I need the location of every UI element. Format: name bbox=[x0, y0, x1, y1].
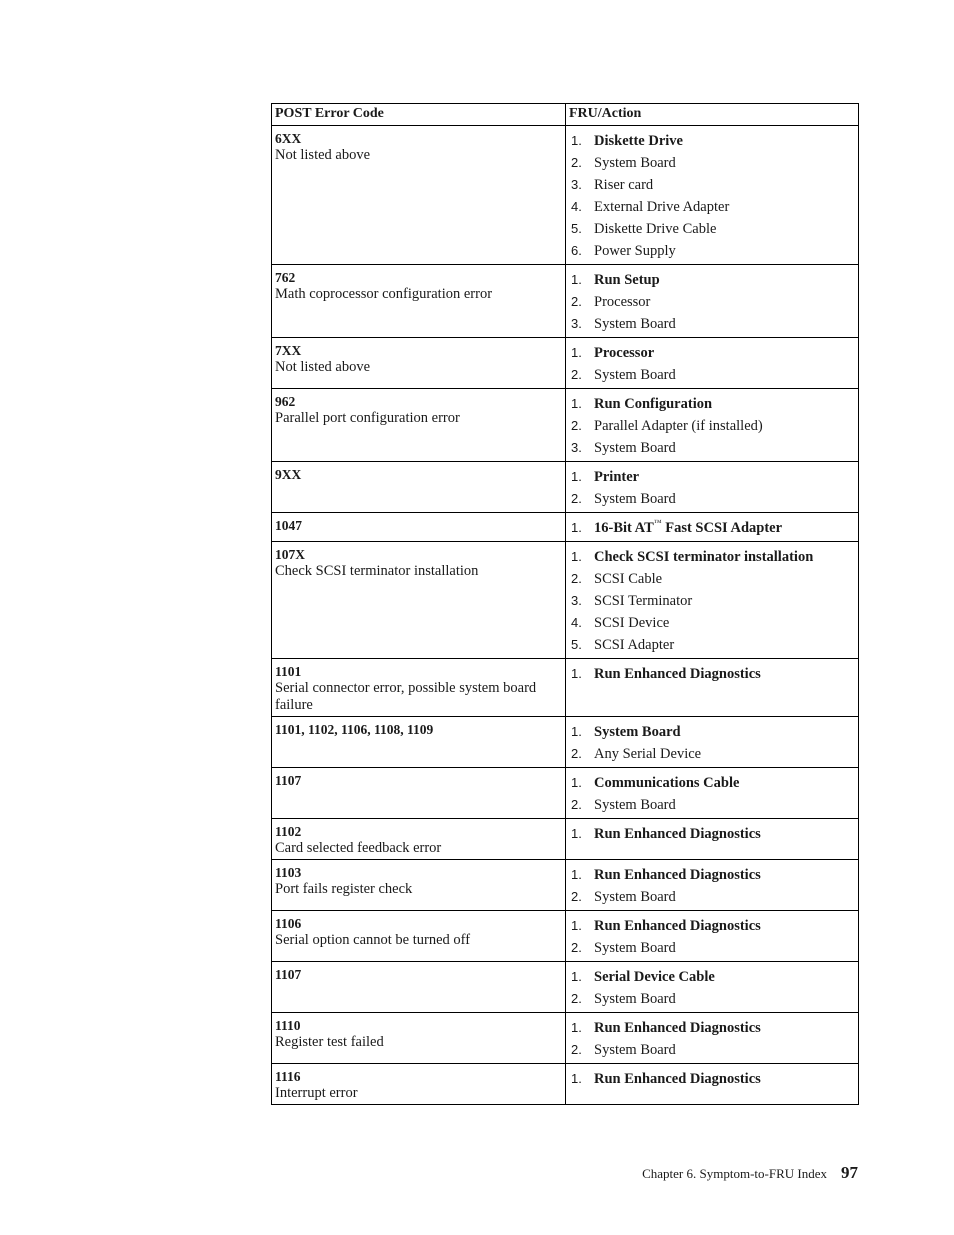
list-item-number: 2. bbox=[571, 889, 582, 904]
list-item bbox=[569, 342, 855, 364]
list-item bbox=[569, 174, 855, 196]
error-code-cell bbox=[272, 717, 566, 768]
list-item-text: Power Supply bbox=[594, 243, 676, 259]
list-item-text: Run Enhanced Diagnostics bbox=[594, 1071, 761, 1087]
list-item-number: 3. bbox=[571, 177, 582, 192]
list-item bbox=[569, 568, 855, 590]
list-item-number: 1. bbox=[571, 724, 582, 739]
list-item-text: Diskette Drive Cable bbox=[594, 221, 717, 237]
list-item-text: System Board bbox=[594, 491, 676, 507]
list-item-number: 2. bbox=[571, 491, 582, 506]
list-item bbox=[569, 218, 855, 240]
error-code: 1101 bbox=[275, 664, 302, 679]
list-item-number: 1. bbox=[571, 549, 582, 564]
list-item-number: 1. bbox=[571, 1020, 582, 1035]
column-header-fru-action: FRU/Action bbox=[566, 104, 859, 126]
list-item-number: 2. bbox=[571, 367, 582, 382]
error-code: 1103 bbox=[275, 865, 302, 880]
error-description: Interrupt error bbox=[275, 1085, 358, 1101]
page-number: 97 bbox=[841, 1163, 858, 1182]
fru-action-list bbox=[569, 966, 855, 1010]
error-code-cell bbox=[272, 659, 566, 717]
fru-action-list bbox=[569, 1068, 855, 1090]
fru-action-list bbox=[569, 546, 855, 656]
error-code: 1110 bbox=[275, 1018, 301, 1033]
fru-action-list bbox=[569, 721, 855, 765]
list-item-number: 2. bbox=[571, 418, 582, 433]
fru-action-cell bbox=[566, 717, 859, 768]
list-item bbox=[569, 488, 855, 510]
table-row bbox=[272, 1013, 859, 1064]
list-item-text: System Board bbox=[594, 940, 676, 956]
column-header-post-error-code: POST Error Code bbox=[272, 104, 566, 126]
fru-action-cell bbox=[566, 768, 859, 819]
list-item-text: SCSI Adapter bbox=[594, 637, 675, 653]
list-item-text: System Board bbox=[594, 440, 676, 456]
error-code: 1101, 1102, 1106, 1108, 1109 bbox=[275, 722, 434, 737]
error-code-cell bbox=[272, 462, 566, 513]
fru-action-cell bbox=[566, 126, 859, 265]
list-item bbox=[569, 437, 855, 459]
error-code-cell bbox=[272, 962, 566, 1013]
list-item-text: External Drive Adapter bbox=[594, 199, 730, 215]
list-item-number: 1. bbox=[571, 133, 582, 148]
list-item bbox=[569, 721, 855, 743]
list-item-text: Check SCSI terminator installation bbox=[594, 549, 814, 565]
error-code-cell bbox=[272, 338, 566, 389]
list-item-number: 2. bbox=[571, 155, 582, 170]
list-item-text: Communications Cable bbox=[594, 775, 740, 791]
trademark-symbol: ™ bbox=[653, 518, 662, 527]
table-row bbox=[272, 768, 859, 819]
error-description: Parallel port configuration error bbox=[275, 410, 460, 426]
error-code: 762 bbox=[275, 270, 296, 285]
error-code: 1107 bbox=[275, 967, 302, 982]
list-item-number: 1. bbox=[571, 775, 582, 790]
list-item bbox=[569, 466, 855, 488]
table-row bbox=[272, 1064, 859, 1105]
list-item-text: System Board bbox=[594, 367, 676, 383]
error-description: Register test failed bbox=[275, 1034, 384, 1050]
list-item-text: System Board bbox=[594, 797, 676, 813]
fru-action-list bbox=[569, 864, 855, 908]
post-error-code-table bbox=[271, 103, 859, 1105]
list-item-number: 1. bbox=[571, 520, 582, 535]
error-code-cell bbox=[272, 1013, 566, 1064]
list-item-text: Any Serial Device bbox=[594, 746, 702, 762]
list-item bbox=[569, 152, 855, 174]
list-item bbox=[569, 823, 855, 845]
error-description: Check SCSI terminator installation bbox=[275, 563, 479, 579]
error-code: 1047 bbox=[275, 518, 302, 533]
list-item bbox=[569, 415, 855, 437]
list-item-text: System Board bbox=[594, 1042, 676, 1058]
list-item bbox=[569, 130, 855, 152]
fru-action-list bbox=[569, 342, 855, 386]
fru-action-list bbox=[569, 466, 855, 510]
table-row bbox=[272, 265, 859, 338]
fru-action-list bbox=[569, 823, 855, 845]
list-item-number: 1. bbox=[571, 867, 582, 882]
error-code-cell bbox=[272, 819, 566, 860]
fru-action-list bbox=[569, 772, 855, 816]
list-item bbox=[569, 240, 855, 262]
fru-action-list bbox=[569, 517, 855, 539]
list-item-text: SCSI Cable bbox=[594, 571, 663, 587]
error-code-cell bbox=[272, 542, 566, 659]
list-item-text: System Board bbox=[594, 991, 676, 1007]
error-code: 9XX bbox=[275, 467, 302, 482]
list-item-text: Run Enhanced Diagnostics bbox=[594, 666, 761, 682]
list-item-number: 2. bbox=[571, 797, 582, 812]
error-code: 1116 bbox=[275, 1069, 301, 1084]
error-code-cell bbox=[272, 513, 566, 542]
list-item-number: 3. bbox=[571, 593, 582, 608]
list-item bbox=[569, 772, 855, 794]
fru-action-cell bbox=[566, 962, 859, 1013]
list-item-number: 1. bbox=[571, 345, 582, 360]
list-item-number: 4. bbox=[571, 615, 582, 630]
list-item-text: Diskette Drive bbox=[594, 133, 683, 149]
list-item-text: Run Enhanced Diagnostics bbox=[594, 918, 761, 934]
list-item-number: 2. bbox=[571, 294, 582, 309]
error-code: 1102 bbox=[275, 824, 302, 839]
table-row bbox=[272, 542, 859, 659]
fru-action-cell bbox=[566, 860, 859, 911]
list-item-text: Run Enhanced Diagnostics bbox=[594, 826, 761, 842]
list-item-number: 1. bbox=[571, 969, 582, 984]
fru-action-list bbox=[569, 1017, 855, 1061]
list-item-number: 1. bbox=[571, 918, 582, 933]
list-item bbox=[569, 886, 855, 908]
fru-action-cell bbox=[566, 513, 859, 542]
list-item-text: System Board bbox=[594, 155, 676, 171]
list-item bbox=[569, 743, 855, 765]
list-item-text: Parallel Adapter (if installed) bbox=[594, 418, 763, 434]
list-item bbox=[569, 517, 855, 539]
list-item bbox=[569, 937, 855, 959]
error-description: Not listed above bbox=[275, 359, 371, 375]
list-item-number: 3. bbox=[571, 316, 582, 331]
list-item-text: Run Setup bbox=[594, 272, 660, 288]
table-row bbox=[272, 338, 859, 389]
error-code: 962 bbox=[275, 394, 296, 409]
list-item bbox=[569, 393, 855, 415]
error-code-cell bbox=[272, 860, 566, 911]
table-body bbox=[272, 126, 859, 1105]
fru-action-cell bbox=[566, 1064, 859, 1105]
fru-action-list bbox=[569, 393, 855, 459]
table-row bbox=[272, 819, 859, 860]
list-item bbox=[569, 291, 855, 313]
list-item-text: SCSI Device bbox=[594, 615, 670, 631]
table-header-row bbox=[272, 104, 859, 126]
list-item-number: 1. bbox=[571, 1071, 582, 1086]
list-item bbox=[569, 634, 855, 656]
error-code-cell bbox=[272, 911, 566, 962]
fru-action-cell bbox=[566, 542, 859, 659]
list-item-number: 1. bbox=[571, 666, 582, 681]
error-code: 6XX bbox=[275, 131, 302, 146]
list-item-number: 2. bbox=[571, 940, 582, 955]
list-item bbox=[569, 988, 855, 1010]
table-row bbox=[272, 126, 859, 265]
list-item-number: 2. bbox=[571, 746, 582, 761]
list-item-number: 2. bbox=[571, 1042, 582, 1057]
list-item-text: Processor bbox=[594, 294, 651, 310]
fru-action-cell bbox=[566, 389, 859, 462]
list-item-text: Run Configuration bbox=[594, 396, 713, 412]
fru-action-list bbox=[569, 130, 855, 262]
list-item-text: Processor bbox=[594, 345, 655, 361]
list-item bbox=[569, 612, 855, 634]
table-row bbox=[272, 911, 859, 962]
error-description: Not listed above bbox=[275, 147, 371, 163]
list-item-text: Riser card bbox=[594, 177, 654, 193]
error-description: Serial connector error, possible system board failure bbox=[275, 680, 537, 713]
error-description: Port fails register check bbox=[275, 881, 413, 897]
fru-action-cell bbox=[566, 338, 859, 389]
table-row bbox=[272, 962, 859, 1013]
table-row bbox=[272, 717, 859, 768]
fru-action-cell bbox=[566, 265, 859, 338]
table-row bbox=[272, 659, 859, 717]
list-item-number: 2. bbox=[571, 571, 582, 586]
fru-action-list bbox=[569, 269, 855, 335]
table-row bbox=[272, 462, 859, 513]
list-item bbox=[569, 313, 855, 335]
list-item bbox=[569, 590, 855, 612]
list-item bbox=[569, 794, 855, 816]
list-item bbox=[569, 1017, 855, 1039]
error-code-cell bbox=[272, 265, 566, 338]
fru-action-cell bbox=[566, 819, 859, 860]
list-item-number: 5. bbox=[571, 637, 582, 652]
list-item-text: Run Enhanced Diagnostics bbox=[594, 1020, 761, 1036]
error-description: Card selected feedback error bbox=[275, 840, 442, 856]
list-item-text: 16-Bit AT™ Fast SCSI Adapter bbox=[594, 518, 783, 536]
list-item bbox=[569, 269, 855, 291]
fru-action-list bbox=[569, 915, 855, 959]
list-item bbox=[569, 663, 855, 685]
list-item bbox=[569, 915, 855, 937]
list-item-number: 6. bbox=[571, 243, 582, 258]
list-item-text: System Board bbox=[594, 889, 676, 905]
error-description: Math coprocessor configuration error bbox=[275, 286, 493, 302]
list-item bbox=[569, 364, 855, 386]
list-item bbox=[569, 864, 855, 886]
list-item-number: 3. bbox=[571, 440, 582, 455]
error-code-cell bbox=[272, 126, 566, 265]
fru-action-list bbox=[569, 663, 855, 685]
list-item-text: System Board bbox=[594, 724, 681, 740]
list-item-text: SCSI Terminator bbox=[594, 593, 693, 609]
list-item-number: 1. bbox=[571, 272, 582, 287]
table-row bbox=[272, 860, 859, 911]
list-item-text: Run Enhanced Diagnostics bbox=[594, 867, 761, 883]
error-code-cell bbox=[272, 768, 566, 819]
chapter-title: Chapter 6. Symptom-to-FRU Index bbox=[642, 1166, 827, 1181]
error-code: 7XX bbox=[275, 343, 302, 358]
list-item-number: 5. bbox=[571, 221, 582, 236]
list-item-number: 2. bbox=[571, 991, 582, 1006]
list-item bbox=[569, 196, 855, 218]
fru-action-cell bbox=[566, 911, 859, 962]
error-code-cell bbox=[272, 1064, 566, 1105]
list-item-text: Serial Device Cable bbox=[594, 969, 715, 985]
list-item bbox=[569, 1068, 855, 1090]
list-item-text: Printer bbox=[594, 469, 640, 485]
list-item bbox=[569, 546, 855, 568]
list-item-text: System Board bbox=[594, 316, 676, 332]
list-item-number: 1. bbox=[571, 469, 582, 484]
table-row bbox=[272, 513, 859, 542]
table-row bbox=[272, 389, 859, 462]
fru-action-cell bbox=[566, 659, 859, 717]
page-footer bbox=[642, 1163, 858, 1183]
list-item-number: 1. bbox=[571, 826, 582, 841]
error-code: 107X bbox=[275, 547, 305, 562]
error-code-cell bbox=[272, 389, 566, 462]
list-item bbox=[569, 1039, 855, 1061]
list-item bbox=[569, 966, 855, 988]
fru-action-cell bbox=[566, 1013, 859, 1064]
fru-action-cell bbox=[566, 462, 859, 513]
error-code: 1106 bbox=[275, 916, 302, 931]
error-description: Serial option cannot be turned off bbox=[275, 932, 471, 948]
error-code: 1107 bbox=[275, 773, 302, 788]
list-item-number: 4. bbox=[571, 199, 582, 214]
list-item-number: 1. bbox=[571, 396, 582, 411]
